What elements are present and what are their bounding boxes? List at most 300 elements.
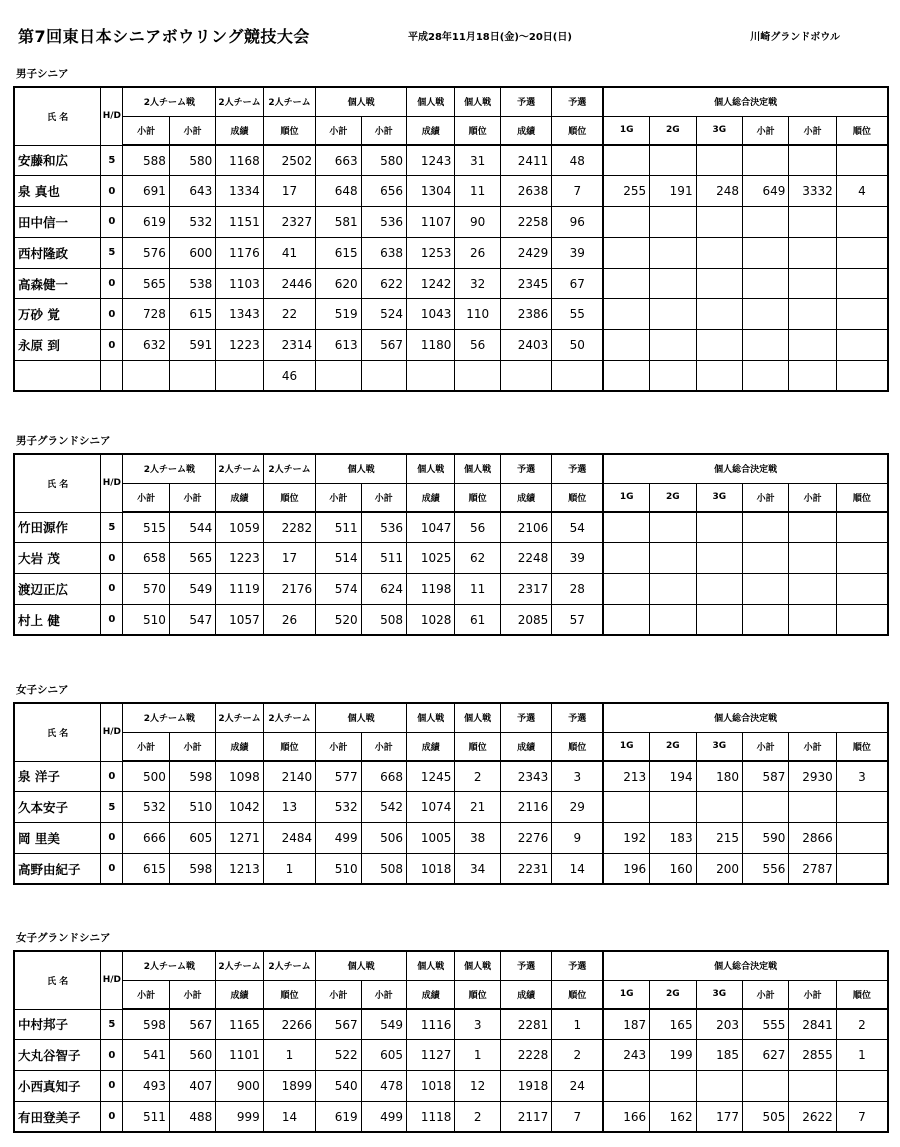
- cell-tres: 999: [216, 1101, 263, 1132]
- subheader-rank: 順位: [263, 116, 315, 145]
- cell-i2: 638: [361, 237, 406, 268]
- cell-prank: 48: [552, 145, 603, 176]
- table-row: [14, 543, 888, 574]
- cell-pres: 2317: [500, 574, 551, 605]
- cell-frank: [836, 361, 888, 392]
- cell-prank: 28: [552, 574, 603, 605]
- cell-pres: 2116: [500, 792, 551, 823]
- cell-g1: [603, 543, 649, 574]
- cell-ft: [789, 1071, 836, 1102]
- table-row: [14, 823, 888, 854]
- cell-frank: [836, 299, 888, 330]
- page-header: [18, 24, 882, 46]
- cell-ires: 1025: [407, 543, 455, 574]
- subheader-subtotal: 小計: [742, 483, 788, 512]
- cell-irank: 2: [455, 1101, 500, 1132]
- cell-hd: 0: [101, 330, 123, 361]
- subheader-rank: 順位: [263, 980, 315, 1009]
- cell-t2: 598: [169, 853, 215, 884]
- cell-g1: [603, 604, 649, 635]
- cell-t2: 532: [169, 207, 215, 238]
- cell-pres: 2085: [500, 604, 551, 635]
- cell-fs: [742, 299, 788, 330]
- cell-irank: 11: [455, 574, 500, 605]
- cell-irank: 21: [455, 792, 500, 823]
- cell-pres: 2411: [500, 145, 551, 176]
- cell-g1: 196: [603, 853, 649, 884]
- cell-trank: 2140: [263, 761, 315, 792]
- cell-g1: [603, 792, 649, 823]
- tournament-date: 平成28年11月18日(金)～20日(日): [408, 32, 572, 43]
- cell-prank: 55: [552, 299, 603, 330]
- header-indiv-rank: 個人戦: [455, 703, 500, 732]
- cell-g1: [603, 574, 649, 605]
- subheader-rank: 順位: [552, 116, 603, 145]
- header-team-result: 2人チーム: [216, 454, 263, 483]
- cell-g1: [603, 145, 649, 176]
- header-row: [14, 87, 888, 116]
- header-final: 個人総合決定戦: [603, 454, 888, 483]
- subheader-rank: 順位: [552, 980, 603, 1009]
- subheader-g1: 1G: [603, 116, 649, 145]
- header-team-game: 2人チーム戦: [123, 454, 216, 483]
- cell-hd: 5: [101, 1009, 123, 1040]
- table-row: [14, 237, 888, 268]
- cell-i2: 536: [361, 512, 406, 543]
- cell-hd: 0: [101, 604, 123, 635]
- header-name: 氏 名: [14, 951, 101, 1009]
- cell-tres: [216, 361, 263, 392]
- cell-t2: 615: [169, 299, 215, 330]
- cell-irank: 62: [455, 543, 500, 574]
- cell-trank: 14: [263, 1101, 315, 1132]
- cell-ires: 1107: [407, 207, 455, 238]
- cell-prank: 67: [552, 268, 603, 299]
- cell-i1: 514: [316, 543, 361, 574]
- cell-g2: [650, 237, 696, 268]
- cell-name: 竹田源作: [14, 512, 101, 543]
- cell-t1: 598: [123, 1009, 169, 1040]
- cell-trank: 2446: [263, 268, 315, 299]
- subheader-g3: 3G: [696, 483, 742, 512]
- header-indiv-result: 個人戦: [407, 703, 455, 732]
- cell-g3: 185: [696, 1040, 742, 1071]
- cell-i1: 532: [316, 792, 361, 823]
- cell-trank: 2266: [263, 1009, 315, 1040]
- cell-prank: 1: [552, 1009, 603, 1040]
- cell-name: 有田登美子: [14, 1101, 101, 1132]
- cell-g3: [696, 237, 742, 268]
- cell-t1: 666: [123, 823, 169, 854]
- cell-frank: 3: [836, 761, 888, 792]
- table-row: [14, 792, 888, 823]
- subheader-rank: 順位: [552, 732, 603, 761]
- cell-ft: [789, 543, 836, 574]
- cell-i1: 519: [316, 299, 361, 330]
- cell-g3: [696, 299, 742, 330]
- cell-frank: [836, 207, 888, 238]
- cell-g3: 200: [696, 853, 742, 884]
- table-row: [14, 512, 888, 543]
- header-indiv-rank: 個人戦: [455, 951, 500, 980]
- header-row: [14, 454, 888, 483]
- cell-i1: 619: [316, 1101, 361, 1132]
- cell-g3: [696, 268, 742, 299]
- cell-fs: [742, 361, 788, 392]
- cell-hd: 0: [101, 1071, 123, 1102]
- cell-trank: 17: [263, 543, 315, 574]
- cell-t2: 549: [169, 574, 215, 605]
- header-name: 氏 名: [14, 703, 101, 761]
- subheader-rank: 順位: [455, 116, 500, 145]
- cell-name: 小西真知子: [14, 1071, 101, 1102]
- cell-name: 久本安子: [14, 792, 101, 823]
- cell-tres: 1223: [216, 330, 263, 361]
- cell-tres: 1165: [216, 1009, 263, 1040]
- cell-irank: 26: [455, 237, 500, 268]
- cell-ires: 1127: [407, 1040, 455, 1071]
- cell-trank: 22: [263, 299, 315, 330]
- table-row: [14, 268, 888, 299]
- cell-frank: [836, 268, 888, 299]
- subheader-g2: 2G: [650, 732, 696, 761]
- subheader-g3: 3G: [696, 980, 742, 1009]
- cell-i1: [316, 361, 361, 392]
- header-final: 個人総合決定戦: [603, 951, 888, 980]
- cell-t2: 407: [169, 1071, 215, 1102]
- cell-tres: 1098: [216, 761, 263, 792]
- cell-hd: 0: [101, 1040, 123, 1071]
- header-hd: H/D: [101, 951, 123, 1009]
- table-row: [14, 574, 888, 605]
- subheader-row: [14, 116, 888, 145]
- cell-trank: 13: [263, 792, 315, 823]
- cell-i1: 522: [316, 1040, 361, 1071]
- cell-g3: [696, 330, 742, 361]
- cell-prank: 50: [552, 330, 603, 361]
- subheader-rank: 順位: [455, 980, 500, 1009]
- table-row: [14, 207, 888, 238]
- cell-i2: 622: [361, 268, 406, 299]
- cell-name: 万砂 覚: [14, 299, 101, 330]
- subheader-g3: 3G: [696, 732, 742, 761]
- cell-g2: [650, 268, 696, 299]
- header-team-rank: 2人チーム: [263, 703, 315, 732]
- cell-i1: 613: [316, 330, 361, 361]
- subheader-subtotal: 小計: [316, 483, 361, 512]
- subheader-g2: 2G: [650, 116, 696, 145]
- cell-pres: 2403: [500, 330, 551, 361]
- cell-i2: 536: [361, 207, 406, 238]
- cell-prank: 39: [552, 543, 603, 574]
- cell-g2: 183: [650, 823, 696, 854]
- cell-t1: 615: [123, 853, 169, 884]
- cell-fs: 587: [742, 761, 788, 792]
- cell-hd: 5: [101, 512, 123, 543]
- header-final: 個人総合決定戦: [603, 87, 888, 116]
- cell-prank: 24: [552, 1071, 603, 1102]
- cell-g2: 160: [650, 853, 696, 884]
- subheader-subtotal: 小計: [789, 980, 836, 1009]
- cell-i2: 542: [361, 792, 406, 823]
- cell-hd: 0: [101, 543, 123, 574]
- table-row: [14, 1009, 888, 1040]
- header-hd: H/D: [101, 87, 123, 145]
- results-table: [13, 950, 889, 1133]
- cell-t1: 511: [123, 1101, 169, 1132]
- cell-hd: 0: [101, 207, 123, 238]
- cell-t2: 567: [169, 1009, 215, 1040]
- subheader-g1: 1G: [603, 732, 649, 761]
- subheader-subtotal: 小計: [361, 980, 406, 1009]
- cell-frank: [836, 543, 888, 574]
- subheader-subtotal: 小計: [316, 732, 361, 761]
- cell-t1: 570: [123, 574, 169, 605]
- cell-irank: 56: [455, 330, 500, 361]
- cell-pres: 2281: [500, 1009, 551, 1040]
- cell-ft: [789, 145, 836, 176]
- cell-hd: 0: [101, 299, 123, 330]
- cell-i2: 567: [361, 330, 406, 361]
- cell-t2: 580: [169, 145, 215, 176]
- cell-pres: 2117: [500, 1101, 551, 1132]
- cell-g1: 187: [603, 1009, 649, 1040]
- subheader-row: [14, 980, 888, 1009]
- cell-tres: 1042: [216, 792, 263, 823]
- cell-trank: 2327: [263, 207, 315, 238]
- cell-hd: 0: [101, 176, 123, 207]
- cell-g1: [603, 207, 649, 238]
- cell-ft: [789, 268, 836, 299]
- cell-ft: 2866: [789, 823, 836, 854]
- cell-t1: 510: [123, 604, 169, 635]
- header-indiv-game: 個人戦: [316, 454, 407, 483]
- cell-name: 中村邦子: [14, 1009, 101, 1040]
- cell-i1: 577: [316, 761, 361, 792]
- cell-g2: [650, 512, 696, 543]
- cell-pres: 1918: [500, 1071, 551, 1102]
- subheader-subtotal: 小計: [361, 732, 406, 761]
- header-team-game: 2人チーム戦: [123, 951, 216, 980]
- subheader-rank: 順位: [263, 483, 315, 512]
- cell-hd: 0: [101, 853, 123, 884]
- cell-g3: 180: [696, 761, 742, 792]
- cell-t2: 605: [169, 823, 215, 854]
- cell-name: [14, 361, 101, 392]
- subheader-subtotal: 小計: [789, 732, 836, 761]
- cell-pres: 2386: [500, 299, 551, 330]
- table-row: [14, 176, 888, 207]
- cell-prank: 54: [552, 512, 603, 543]
- subheader-rank: 順位: [836, 483, 888, 512]
- header-prelim-result: 予選: [500, 87, 551, 116]
- subheader-subtotal: 小計: [169, 483, 215, 512]
- cell-t2: 600: [169, 237, 215, 268]
- header-team-rank: 2人チーム: [263, 454, 315, 483]
- subheader-result: 成績: [500, 483, 551, 512]
- cell-t1: 632: [123, 330, 169, 361]
- cell-g2: [650, 361, 696, 392]
- cell-g1: [603, 361, 649, 392]
- cell-ft: [789, 512, 836, 543]
- cell-fs: 505: [742, 1101, 788, 1132]
- cell-tres: 1343: [216, 299, 263, 330]
- cell-t2: 643: [169, 176, 215, 207]
- header-prelim-result: 予選: [500, 454, 551, 483]
- cell-g2: [650, 330, 696, 361]
- header-hd: H/D: [101, 703, 123, 761]
- cell-frank: 7: [836, 1101, 888, 1132]
- header-team-rank: 2人チーム: [263, 951, 315, 980]
- cell-tres: 1168: [216, 145, 263, 176]
- cell-t1: 532: [123, 792, 169, 823]
- cell-frank: [836, 853, 888, 884]
- cell-g2: 162: [650, 1101, 696, 1132]
- table-row: [14, 299, 888, 330]
- cell-pres: 2276: [500, 823, 551, 854]
- cell-irank: 2: [455, 761, 500, 792]
- cell-fs: [742, 792, 788, 823]
- cell-t2: 488: [169, 1101, 215, 1132]
- cell-ires: 1005: [407, 823, 455, 854]
- cell-g1: [603, 512, 649, 543]
- cell-fs: [742, 604, 788, 635]
- header-final: 個人総合決定戦: [603, 703, 888, 732]
- cell-t1: 565: [123, 268, 169, 299]
- cell-ires: 1243: [407, 145, 455, 176]
- cell-ft: [789, 299, 836, 330]
- cell-irank: 38: [455, 823, 500, 854]
- cell-trank: 46: [263, 361, 315, 392]
- header-prelim-result: 予選: [500, 951, 551, 980]
- header-indiv-rank: 個人戦: [455, 454, 500, 483]
- header-team-game: 2人チーム戦: [123, 87, 216, 116]
- cell-t1: 576: [123, 237, 169, 268]
- subheader-subtotal: 小計: [789, 483, 836, 512]
- cell-frank: [836, 792, 888, 823]
- cell-prank: 39: [552, 237, 603, 268]
- subheader-subtotal: 小計: [123, 732, 169, 761]
- cell-hd: 0: [101, 823, 123, 854]
- subheader-result: 成績: [407, 116, 455, 145]
- subheader-result: 成績: [216, 732, 263, 761]
- cell-g3: [696, 543, 742, 574]
- cell-t2: 510: [169, 792, 215, 823]
- cell-ires: 1180: [407, 330, 455, 361]
- subheader-result: 成績: [216, 483, 263, 512]
- cell-trank: 41: [263, 237, 315, 268]
- cell-irank: [455, 361, 500, 392]
- subheader-result: 成績: [407, 732, 455, 761]
- cell-tres: 1213: [216, 853, 263, 884]
- cell-ft: 2930: [789, 761, 836, 792]
- cell-fs: 555: [742, 1009, 788, 1040]
- cell-ires: 1253: [407, 237, 455, 268]
- cell-hd: 0: [101, 574, 123, 605]
- cell-name: 村上 健: [14, 604, 101, 635]
- subheader-result: 成績: [500, 732, 551, 761]
- cell-ft: [789, 604, 836, 635]
- cell-g2: [650, 574, 696, 605]
- cell-hd: 0: [101, 761, 123, 792]
- subheader-g1: 1G: [603, 483, 649, 512]
- cell-pres: 2638: [500, 176, 551, 207]
- cell-fs: 590: [742, 823, 788, 854]
- cell-ires: 1028: [407, 604, 455, 635]
- cell-g1: 192: [603, 823, 649, 854]
- subheader-subtotal: 小計: [361, 483, 406, 512]
- cell-g3: [696, 145, 742, 176]
- tournament-venue: 川崎グランドボウル: [750, 32, 840, 43]
- cell-i1: 499: [316, 823, 361, 854]
- cell-name: 大丸谷智子: [14, 1040, 101, 1071]
- cell-i1: 510: [316, 853, 361, 884]
- cell-t1: 619: [123, 207, 169, 238]
- header-prelim-result: 予選: [500, 703, 551, 732]
- cell-fs: [742, 330, 788, 361]
- cell-fs: [742, 145, 788, 176]
- cell-fs: [742, 237, 788, 268]
- cell-i1: 520: [316, 604, 361, 635]
- table-row: [14, 145, 888, 176]
- cell-g3: 177: [696, 1101, 742, 1132]
- cell-i2: 478: [361, 1071, 406, 1102]
- subheader-rank: 順位: [836, 116, 888, 145]
- subheader-g2: 2G: [650, 483, 696, 512]
- cell-t2: 565: [169, 543, 215, 574]
- cell-t1: 515: [123, 512, 169, 543]
- header-row: [14, 951, 888, 980]
- subheader-rank: 順位: [552, 483, 603, 512]
- cell-irank: 61: [455, 604, 500, 635]
- cell-i1: 581: [316, 207, 361, 238]
- cell-t2: 544: [169, 512, 215, 543]
- cell-g1: [603, 299, 649, 330]
- subheader-subtotal: 小計: [169, 116, 215, 145]
- section-label: 男子シニア: [16, 68, 69, 80]
- cell-frank: [836, 604, 888, 635]
- cell-g3: [696, 604, 742, 635]
- cell-frank: [836, 574, 888, 605]
- cell-g3: [696, 361, 742, 392]
- cell-irank: 90: [455, 207, 500, 238]
- header-prelim-rank: 予選: [552, 951, 603, 980]
- cell-t2: 598: [169, 761, 215, 792]
- cell-frank: [836, 330, 888, 361]
- cell-g1: [603, 1071, 649, 1102]
- subheader-g1: 1G: [603, 980, 649, 1009]
- subheader-g2: 2G: [650, 980, 696, 1009]
- header-hd: H/D: [101, 454, 123, 512]
- table-row: [14, 330, 888, 361]
- section-label: 男子グランドシニア: [16, 435, 111, 447]
- cell-prank: 9: [552, 823, 603, 854]
- cell-t1: [123, 361, 169, 392]
- cell-i2: 656: [361, 176, 406, 207]
- cell-t2: 591: [169, 330, 215, 361]
- cell-frank: [836, 145, 888, 176]
- header-indiv-result: 個人戦: [407, 454, 455, 483]
- cell-g3: 215: [696, 823, 742, 854]
- cell-t1: 691: [123, 176, 169, 207]
- cell-fs: [742, 512, 788, 543]
- cell-prank: 57: [552, 604, 603, 635]
- cell-i1: 540: [316, 1071, 361, 1102]
- cell-hd: 0: [101, 268, 123, 299]
- cell-i2: 508: [361, 604, 406, 635]
- cell-hd: [101, 361, 123, 392]
- cell-ires: 1018: [407, 1071, 455, 1102]
